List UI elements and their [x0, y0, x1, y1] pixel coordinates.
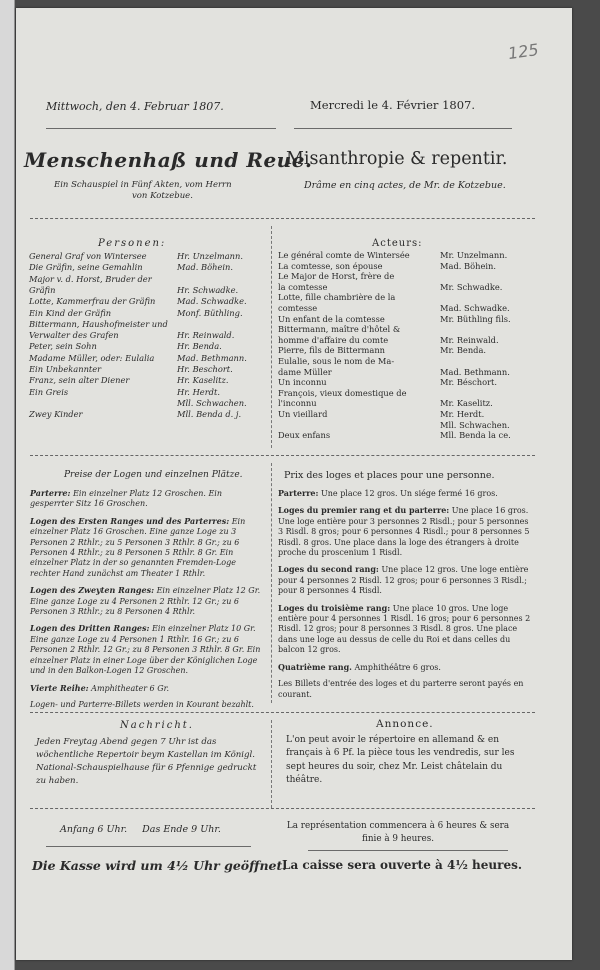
cast-role: Madame Müller, oder: Eulalia: [29, 352, 155, 363]
divider: [46, 128, 276, 129]
price-label: Quatrième rang.: [278, 661, 352, 672]
cast-actor: Mr. Benda.: [440, 345, 487, 356]
cast-role: Un inconnu: [278, 377, 327, 388]
french-title: Misanthropie & repentir.: [286, 149, 508, 169]
french-date: Mercredi le 4. Février 1807.: [310, 98, 475, 112]
french-box-office: La caisse sera ouverte à 4½ heures.: [282, 858, 523, 872]
cast-role: comtesse: [278, 303, 318, 313]
cast-role: Bittermann, maître d'hôtel &: [278, 324, 401, 335]
cast-actor: Mll. Schwachen.: [440, 419, 510, 430]
price-entry: [30, 516, 266, 579]
price-entry: [278, 488, 534, 499]
french-prices-heading: Prix des loges et places pour une personne.: [284, 470, 495, 481]
cast-row: [29, 319, 264, 330]
cast-role: Le Major de Horst, frère de: [278, 271, 395, 282]
cast-row: [278, 303, 538, 314]
cast-row: [278, 356, 538, 367]
archive-number: 125: [506, 39, 540, 64]
cast-role: François, vieux domestique de: [278, 387, 407, 398]
cast-role: Zwey Kinder: [29, 409, 83, 420]
cast-role: Lotte, fille chambrière de la: [278, 292, 396, 303]
cast-row: [29, 375, 264, 386]
cast-actor: Mr. Herdt.: [440, 409, 485, 419]
cast-actor: Mr. Büthling fils.: [440, 313, 511, 324]
price-text: Une place 10 gros. Une loge entière pour 4 personnes 1 Risdl. 16 gros; pour 6 personnes 2 Risdl. 12 gros; pour 8 personnes 3 Risdl. 8 gros. Une place dans une loge au dessus de celle du Roi et dans celles du balcon 12 gros.: [278, 603, 531, 655]
price-entry: [278, 603, 534, 656]
price-text: Ein einzelner Platz 10 Gr. Eine ganze Loge zu 4 Personen 1 Rthlr. 16 Gr.; zu 6 Personen 2 Rthlr. 12 Gr.; zu 8 Personen 3 Rthlr. 8 Gr. Ein einzelner Platz in einer Loge über der Königlichen Loge und in den Balkon-Logen 12 Groschen.: [30, 624, 261, 676]
cast-actor: Hr. Beschort.: [177, 364, 233, 374]
price-text: Ein einzelner Platz 12 Gr. Eine ganze Loge zu 4 Personen 2 Rthlr. 12 Gr.; zu 6 Personen 3 Rthlr.; zu 8 Personen 4 Rthlr.: [30, 586, 261, 617]
german-date: Mittwoch, den 4. Februar 1807.: [46, 100, 224, 113]
french-subtitle: Drâme en cinq actes, de Mr. de Kotzebue.: [304, 180, 506, 191]
german-author: von Kotzebue.: [132, 191, 193, 201]
cast-actor: Mad. Böhein.: [177, 262, 234, 273]
cast-row: [29, 251, 264, 262]
cast-actor: Mr. Kaselitz.: [440, 398, 493, 409]
cast-role: Lotte, Kammerfrau der Gräfin: [29, 296, 156, 307]
price-label: Logen des Ersten Ranges und des Parterres:: [30, 515, 230, 526]
price-label: Vierte Reihe:: [30, 682, 89, 693]
cast-row: [29, 409, 264, 420]
section-divider: [30, 808, 535, 809]
cast-row: [29, 330, 264, 341]
cast-role: homme d'affaire du comte: [278, 334, 389, 345]
cast-role: Le général comte de Wintersée: [278, 250, 410, 260]
cast-row: [29, 296, 264, 307]
column-divider: [271, 720, 272, 808]
cast-actor: Mll. Benda d. j.: [177, 409, 242, 420]
cast-row: [29, 387, 264, 398]
cast-role: Ein Unbekannter: [29, 364, 102, 374]
column-divider: [271, 226, 272, 448]
german-box-office: Die Kasse wird um 4½ Uhr geöffnet.: [32, 858, 287, 873]
cast-row: [278, 250, 538, 261]
french-prices: [278, 488, 534, 706]
cast-role: Un vieillard: [278, 409, 328, 419]
divider: [294, 128, 512, 129]
price-label: Logen des Zweyten Ranges:: [30, 585, 155, 596]
price-label: Loges du second rang:: [278, 564, 379, 575]
french-cast-heading: Acteurs:: [372, 238, 423, 249]
cast-row: [29, 274, 264, 285]
cast-actor: Mll. Benda la ce.: [440, 430, 511, 441]
cast-row: [278, 314, 538, 325]
cast-actor: Hr. Kaselitz.: [177, 375, 229, 386]
cast-actor: Mad. Schwadke.: [177, 296, 247, 307]
cast-row: [278, 324, 538, 335]
section-divider: [30, 455, 535, 456]
price-text: Une place 16 gros. Une loge entière pour 3 personnes 2 Risdl.; pour 5 personnes 3 Risdl. 8 gros; pour 6 personnes 4 Risdl.; pour 8 personnes 5 Risdl. 8 gros. Une place dans la loge des étrangers à droite proche du proscenium 1 Risdl.: [278, 506, 530, 558]
german-notice: Jeden Freytag Abend gegen 7 Uhr ist das wöchentliche Repertoir beym Kastellan im Königl. National-Schauspielhause für 6 Pfennige gedruckt zu haben.: [36, 737, 257, 786]
cast-role: Deux enfans: [278, 430, 331, 441]
cast-row: [278, 335, 538, 346]
french-notice: L'on peut avoir le répertoire en allemand & en français à 6 Pf. la pièce tous les vendredis, sur les sept heures du soir, chez Mr. Leist châtelain du théâtre.: [286, 735, 515, 786]
cast-role: Gräfin: [29, 284, 56, 295]
cast-role: Major v. d. Horst, Bruder der: [29, 273, 152, 284]
price-text: Ein einzelner Platz 16 Groschen. Eine ganze Loge zu 3 Personen 2 Rthlr.; zu 5 Personen 3 Rthlr. 8 Gr.; zu 6 Personen 4 Rthlr.; zu 8 Personen 5 Rthlr. 8 Gr. Ein einzelner Platz in der so genannten Fremden-Loge rechter Hand zunächst am Theater 1 Rthlr.: [30, 516, 246, 578]
cast-row: [278, 377, 538, 388]
cast-row: [278, 388, 538, 399]
left-binding-strip: [0, 0, 15, 970]
cast-actor: Mr. Béschort.: [440, 377, 498, 388]
price-label: Parterre:: [278, 488, 319, 498]
cast-row: [278, 398, 538, 409]
price-entry: [278, 505, 534, 558]
cast-row: [278, 261, 538, 272]
german-notice-heading: Nachricht.: [120, 720, 194, 731]
cast-row: [29, 353, 264, 364]
cast-role: Ein Greis: [29, 386, 69, 397]
cast-role: Verwalter des Grafen: [29, 330, 119, 341]
cast-row: [29, 285, 264, 296]
price-entry: [278, 564, 534, 596]
german-times: Anfang 6 Uhr. Das Ende 9 Uhr.: [60, 824, 221, 835]
section-divider: [30, 712, 535, 713]
cast-actor: Hr. Schwadke.: [177, 284, 239, 295]
cast-role: l'inconnu: [278, 398, 317, 409]
divider: [46, 846, 251, 847]
price-label: Logen des Dritten Ranges:: [30, 623, 150, 634]
cast-row: [278, 271, 538, 282]
cast-row: [278, 367, 538, 378]
cast-row: [29, 398, 264, 409]
price-label: Loges du premier rang et du parterre:: [278, 505, 450, 516]
cast-row: [29, 341, 264, 352]
cast-actor: Hr. Herdt.: [177, 386, 220, 397]
price-entry: [30, 488, 266, 510]
price-label: Parterre:: [30, 488, 71, 498]
german-prices-heading: Preise der Logen und einzelnen Plätze.: [64, 470, 243, 480]
cast-row: [29, 308, 264, 319]
price-text: Les Billets d'entrée des loges et du parterre seront payés en courant.: [278, 679, 524, 699]
cast-role: Un enfant de la comtesse: [278, 313, 385, 324]
cast-row: [278, 292, 538, 303]
cast-actor: Mad. Böhein.: [440, 260, 497, 271]
cast-actor: Hr. Reinwald.: [177, 330, 235, 341]
german-subtitle: Ein Schauspiel in Fünf Akten, vom Herrn: [54, 180, 232, 190]
price-entry: [30, 585, 266, 617]
price-text: Amphithéâtre 6 gros.: [354, 662, 441, 672]
cast-row: [278, 345, 538, 356]
cast-role: Eulalie, sous le nom de Ma-: [278, 356, 395, 366]
price-entry: [30, 623, 266, 676]
cast-role: Peter, sein Sohn: [29, 341, 97, 352]
cast-role: Pierre, fils de Bittermann: [278, 345, 386, 356]
cast-actor: Mad. Bethmann.: [440, 366, 510, 377]
price-entry: [30, 683, 266, 694]
price-text: Une place 12 gros. Une loge entière pour 4 personnes 2 Risdl. 12 gros; pour 6 personnes 3 Risdl.; pour 8 personnes 4 Risdl.: [278, 565, 529, 596]
german-title: Menschenhaß und Reue.: [24, 148, 313, 172]
cast-role: dame Müller: [278, 366, 332, 377]
price-text: Logen- und Parterre-Billets werden in Kourant bezahlt.: [30, 699, 254, 709]
cast-row: [278, 430, 538, 441]
cast-role: Franz, sein alter Diener: [29, 375, 130, 386]
cast-row: [278, 282, 538, 293]
price-entry: [278, 679, 534, 700]
price-entry: [278, 662, 534, 673]
price-text: Amphitheater 6 Gr.: [91, 683, 170, 693]
cast-actor: Mad. Schwadke.: [440, 303, 510, 313]
cast-row: [278, 409, 538, 420]
cast-actor: Mr. Schwadke.: [440, 281, 503, 292]
column-divider: [271, 463, 272, 703]
cast-actor: Hr. Unzelmann.: [177, 251, 243, 261]
cast-actor: Mr. Unzelmann.: [440, 250, 508, 260]
cast-row: [29, 262, 264, 273]
cast-role: La comtesse, son épouse: [278, 260, 383, 271]
playbill-sheet: [16, 8, 572, 960]
cast-role: Die Gräfin, seine Gemahlin: [29, 262, 143, 273]
price-label: Loges du troisième rang:: [278, 602, 391, 613]
cast-role: Ein Kind der Gräfin: [29, 307, 112, 318]
french-times: La représentation commencera à 6 heures & sera finie à 9 heures.: [286, 821, 510, 844]
divider: [308, 850, 508, 851]
cast-actor: Mad. Bethmann.: [177, 352, 247, 363]
price-entry: [30, 700, 266, 710]
cast-role: General Graf von Wintersee: [29, 251, 147, 261]
cast-row: [29, 364, 264, 375]
cast-actor: Monf. Büthling.: [177, 307, 243, 318]
cast-row: [278, 420, 538, 431]
german-cast-heading: Personen:: [98, 238, 167, 249]
cast-role: la comtesse: [278, 281, 328, 292]
price-text: Une place 12 gros. Un siége fermé 16 gros.: [321, 489, 498, 498]
cast-actor: Mll. Schwachen.: [177, 397, 247, 408]
french-notice-heading: Annonce.: [376, 718, 434, 730]
cast-actor: Hr. Benda.: [177, 341, 222, 352]
german-prices: [30, 488, 266, 716]
cast-role: Bittermann, Haushofmeister und: [29, 318, 168, 329]
cast-actor: Mr. Reinwald.: [440, 334, 499, 345]
price-text: Ein einzelner Platz 12 Groschen. Ein gesperrter Sitz 16 Groschen.: [30, 489, 223, 509]
section-divider: [30, 218, 535, 219]
